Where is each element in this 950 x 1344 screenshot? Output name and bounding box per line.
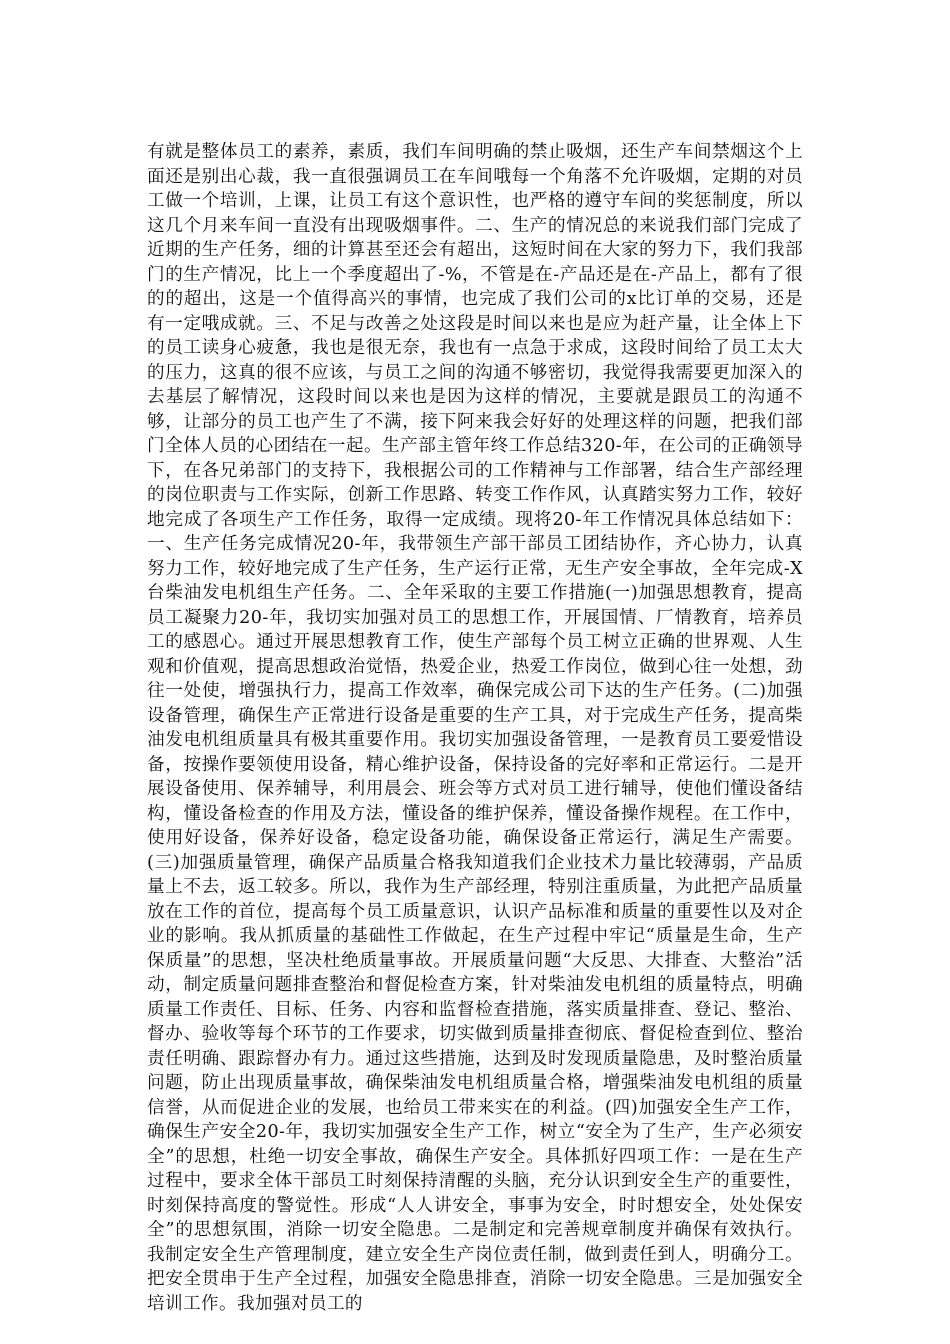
body-text: 有就是整体员工的素养，素质，我们车间明确的禁止吸烟，还生产车间禁烟这个上面还是别出心裁，我一直很强调员工在车间哦每一个角落不允许吸烟，定期的对员工做一个培训，上课，让员工有这个意识性，也严格的遵守车间的奖惩制度，所以这几个月来车间一直没有出现吸烟事件。二、生产的情况总的来说我们部门完成了近期的生产任务，细的计算甚至还会有超出，这短时间在大家的努力下，我们我部门的生产情况，比上一个季度超出了-%，不管是在-产品还是在-产品上，都有了很的的超出，这是一个值得高兴的事情，也完成了我们公司的x比订单的交易，还是有一定哦成就。三、不足与改善之处这段是时间以来也是应为赶产量，让全体上下的员工读身心疲惫，我也是很无奈，我也有一点急于求成，这段时间给了员工太大的压力，这真的很不应该，与员工之间的沟通不够密切，我觉得我需要更加深入的去基层了解情况，这段时间以来也是因为这样的情况，主要就是跟员工的沟通不够，让部分的员工也产生了不满，接下阿来我会好好的处理这样的问题，把我们部门全体人员的心团结在一起。生产部主管年终工作总结320-年，在公司的正确领导下，在各兄弟部门的支持下，我根据公司的工作精神与工作部署，结合生产部经理的岗位职责与工作实际，创新工作思路、转变工作作风，认真踏实努力工作，较好地完成了各项生产工作任务，取得一定成绩。现将20-年工作情况具体总结如下：一、生产任务完成情况20-年，我带领生产部干部员工团结协作，齐心协力，认真努力工作，较好地完成了生产任务，生产运行正常，无生产安全事故，全年完成-X台柴油发电机组生产任务。二、全年采取的主要工作措施(一)加强思想教育，提高员工凝聚力20-年，我切实加强对员工的思想工作，开展国情、厂情教育，培养员工的感恩心。通过开展思想教育工作，使生产部每个员工树立正确的世界观、人生观和价值观，提高思想政治觉悟，热爱企业，热爱工作岗位，做到心往一处想，劲往一处使，增强执行力，提高工作效率，确保完成公司下达的生产任务。(二)加强设备管理，确保生产正常进行设备是重要的生产工具，对于完成生产任务，提高柴油发电机组质量具有极其重要作用。我切实加强设备管理，一是教育员工要爱惜设备，按操作要领使用设备，精心维护设备，保持设备的完好率和正常运行。二是开展设备使用、保养辅导，利用晨会、班会等方式对员工进行辅导，使他们懂设备结构，懂设备检查的作用及方法，懂设备的维护保养，懂设备操作规程。在工作中，使用好设备，保养好设备，稳定设备功能，确保设备正常运行，满足生产需要。(三)加强质量管理，确保产品质量合格我知道我们企业技术力量比较薄弱，产品质量上不去，返工较多。所以，我作为生产部经理，特别注重质量，为此把产品质量放在工作的首位，提高每个员工质量意识，认识产品标准和质量的重要性以及对企业的影响。我从抓质量的基础性工作做起，在生产过程中牢记“质量是生命，生产保质量”的思想，坚决杜绝质量事故。开展质量问题“大反思、大排查、大整治”活动，制定质量问题排查整治和督促检查方案，针对柴油发电机组的质量特点，明确质量工作责任、目标、任务、内容和监督检查措施，落实质量排查、登记、整治、督办、验收等每个环节的工作要求，切实做到质量排查彻底、督促检查到位、整治责任明确、跟踪督办有力。通过这些措施，达到及时发现质量隐患，及时整治质量问题，防止出现质量事故，确保柴油发电机组质量合格，增强柴油发电机组的质量信誉，从而促进企业的发展，也给员工带来实在的利益。(四)加强安全生产工作，确保生产安全20-年，我切实加强安全生产工作，树立“安全为了生产，生产必须安全”的思想，杜绝一切安全事故，确保生产安全。具体抓好四项工作：一是在生产过程中，要求全体干部员工时刻保持清醒的头脑，充分认识到安全生产的重要性，时刻保持高度的警觉性。形成“人人讲安全，事事为安全，时时想安全，处处保安全”的思想氛围，消除一切安全隐患。二是制定和完善规章制度并确保有效执行。我制定安全生产管理制度，建立安全生产岗位责任制，做到责任到人，明确分工。把安全贯串于生产全过程，加强安全隐患排查，消除一切安全隐患。三是加强安全培训工作。我加强对员工的 (147, 142, 803, 1314)
